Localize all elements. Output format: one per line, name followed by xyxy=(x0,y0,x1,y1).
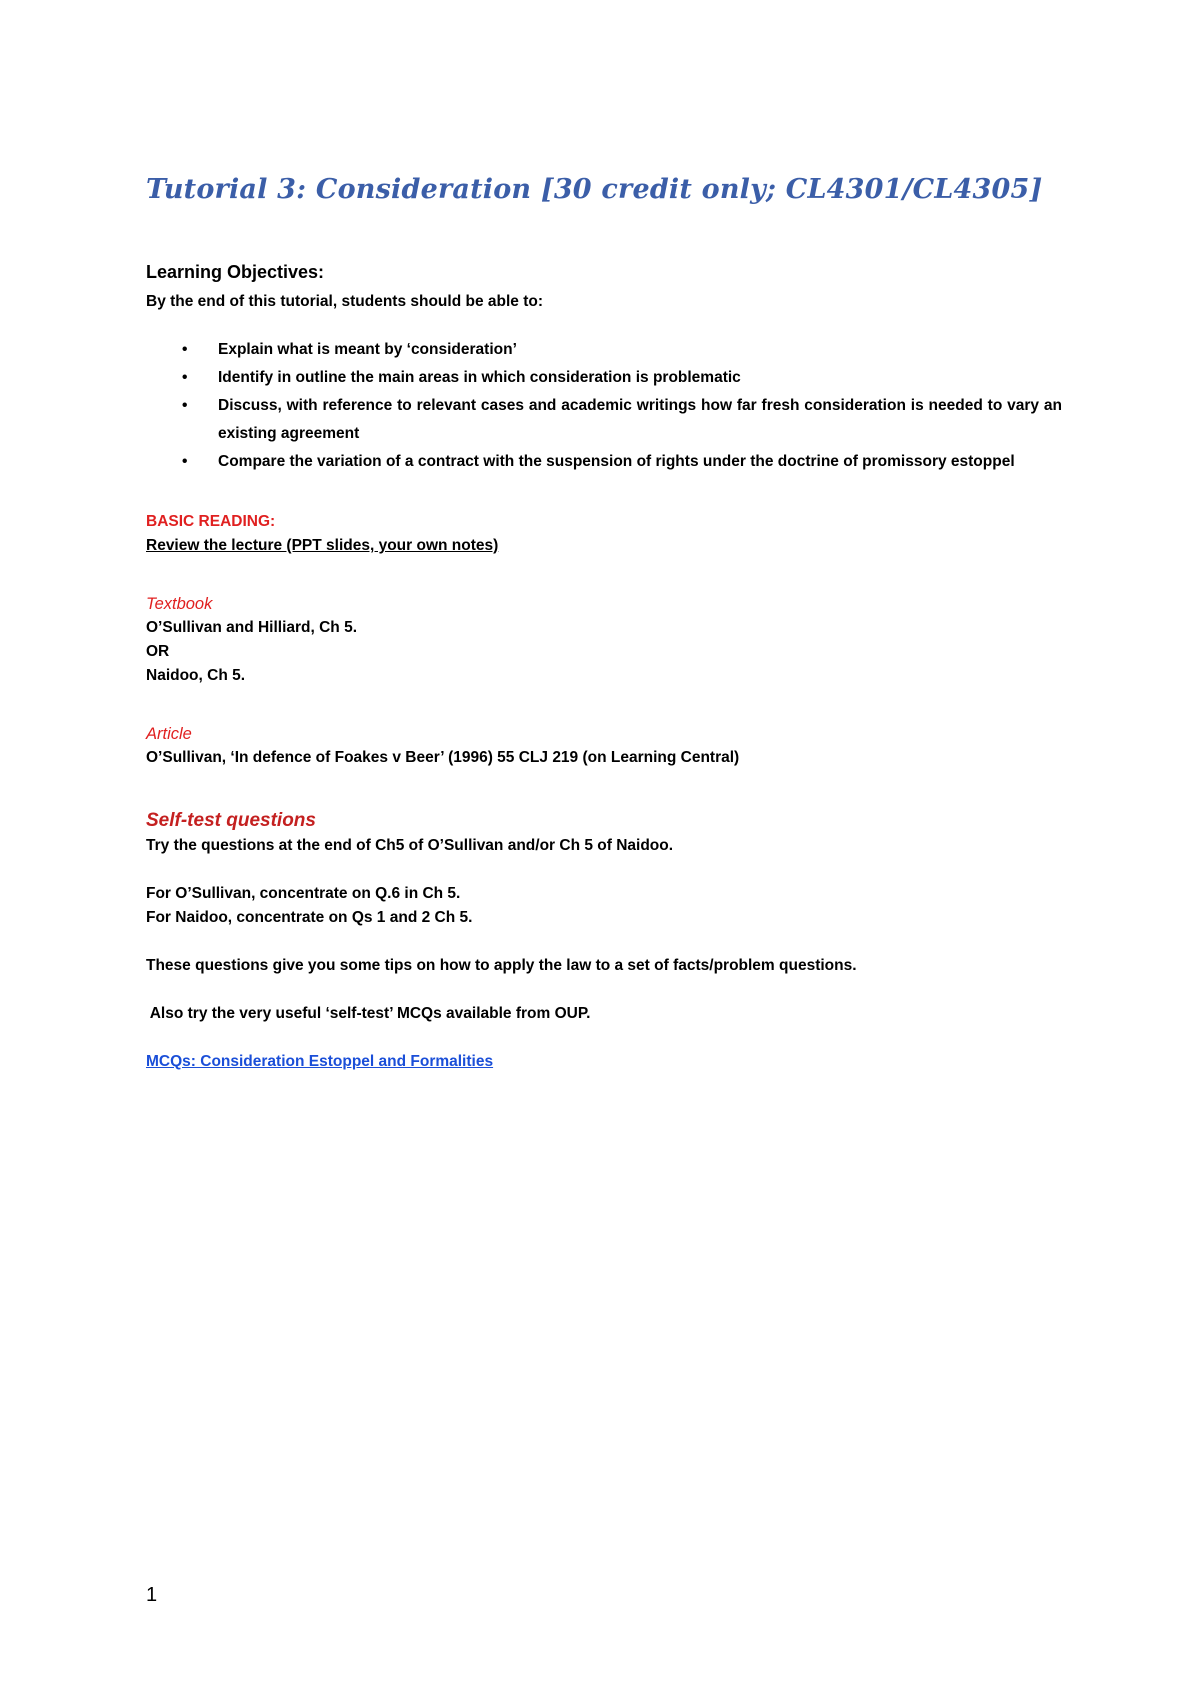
article-citation: O’Sullivan, ‘In defence of Foakes v Beer’ (1996) 55 CLJ 219 (on Learning Central) xyxy=(146,749,740,766)
textbook-line-1: O’Sullivan and Hilliard, Ch 5. xyxy=(146,619,358,636)
textbook-heading: Textbook xyxy=(146,595,213,613)
bullet-icon: • xyxy=(182,369,188,386)
page-number: 1 xyxy=(146,1584,158,1606)
objective-item xyxy=(146,364,1062,392)
self-test-heading: Self-test questions xyxy=(146,810,316,831)
objective-item xyxy=(146,336,1062,364)
learning-objectives-intro: By the end of this tutorial, students should be able to: xyxy=(146,293,543,310)
objective-item xyxy=(146,392,1062,448)
objectives-list xyxy=(146,336,1062,476)
learning-objectives-heading: Learning Objectives: xyxy=(146,262,325,282)
naidoo-instruction: For Naidoo, concentrate on Qs 1 and 2 Ch 5. xyxy=(146,909,473,926)
review-lecture-text: Review the lecture (PPT slides, your own notes) xyxy=(146,537,499,554)
mcq-note: Also try the very useful ‘self-test’ MCQs available from OUP. xyxy=(146,1005,591,1022)
osullivan-instruction: For O’Sullivan, concentrate on Q.6 in Ch 5. xyxy=(146,885,461,902)
objective-item xyxy=(146,448,1062,476)
bullet-icon: • xyxy=(182,341,188,358)
article-heading: Article xyxy=(146,725,192,743)
bullet-icon: • xyxy=(182,397,188,414)
bullet-icon: • xyxy=(182,453,188,470)
document-title: Tutorial 3: Consideration [30 credit only; CL4301/CL4305] xyxy=(146,174,1043,205)
self-test-intro: Try the questions at the end of Ch5 of O’Sullivan and/or Ch 5 of Naidoo. xyxy=(146,837,674,854)
objective-text: Discuss, with reference to relevant cases and academic writings how far fresh consideration is needed to vary an existing agreement xyxy=(218,397,1062,442)
basic-reading-heading: BASIC READING: xyxy=(146,513,276,530)
objective-text: Identify in outline the main areas in which consideration is problematic xyxy=(218,369,741,386)
tips-text: These questions give you some tips on how to apply the law to a set of facts/problem questions. xyxy=(146,957,857,974)
textbook-line-3: Naidoo, Ch 5. xyxy=(146,667,246,684)
mcq-link[interactable]: MCQs: Consideration Estoppel and Formalities xyxy=(146,1053,494,1070)
objective-text: Explain what is meant by ‘consideration’ xyxy=(218,341,517,358)
page-content xyxy=(146,172,1062,1074)
objective-text: Compare the variation of a contract with the suspension of rights under the doctrine of promissory estoppel xyxy=(218,453,1015,470)
textbook-line-2: OR xyxy=(146,643,170,660)
